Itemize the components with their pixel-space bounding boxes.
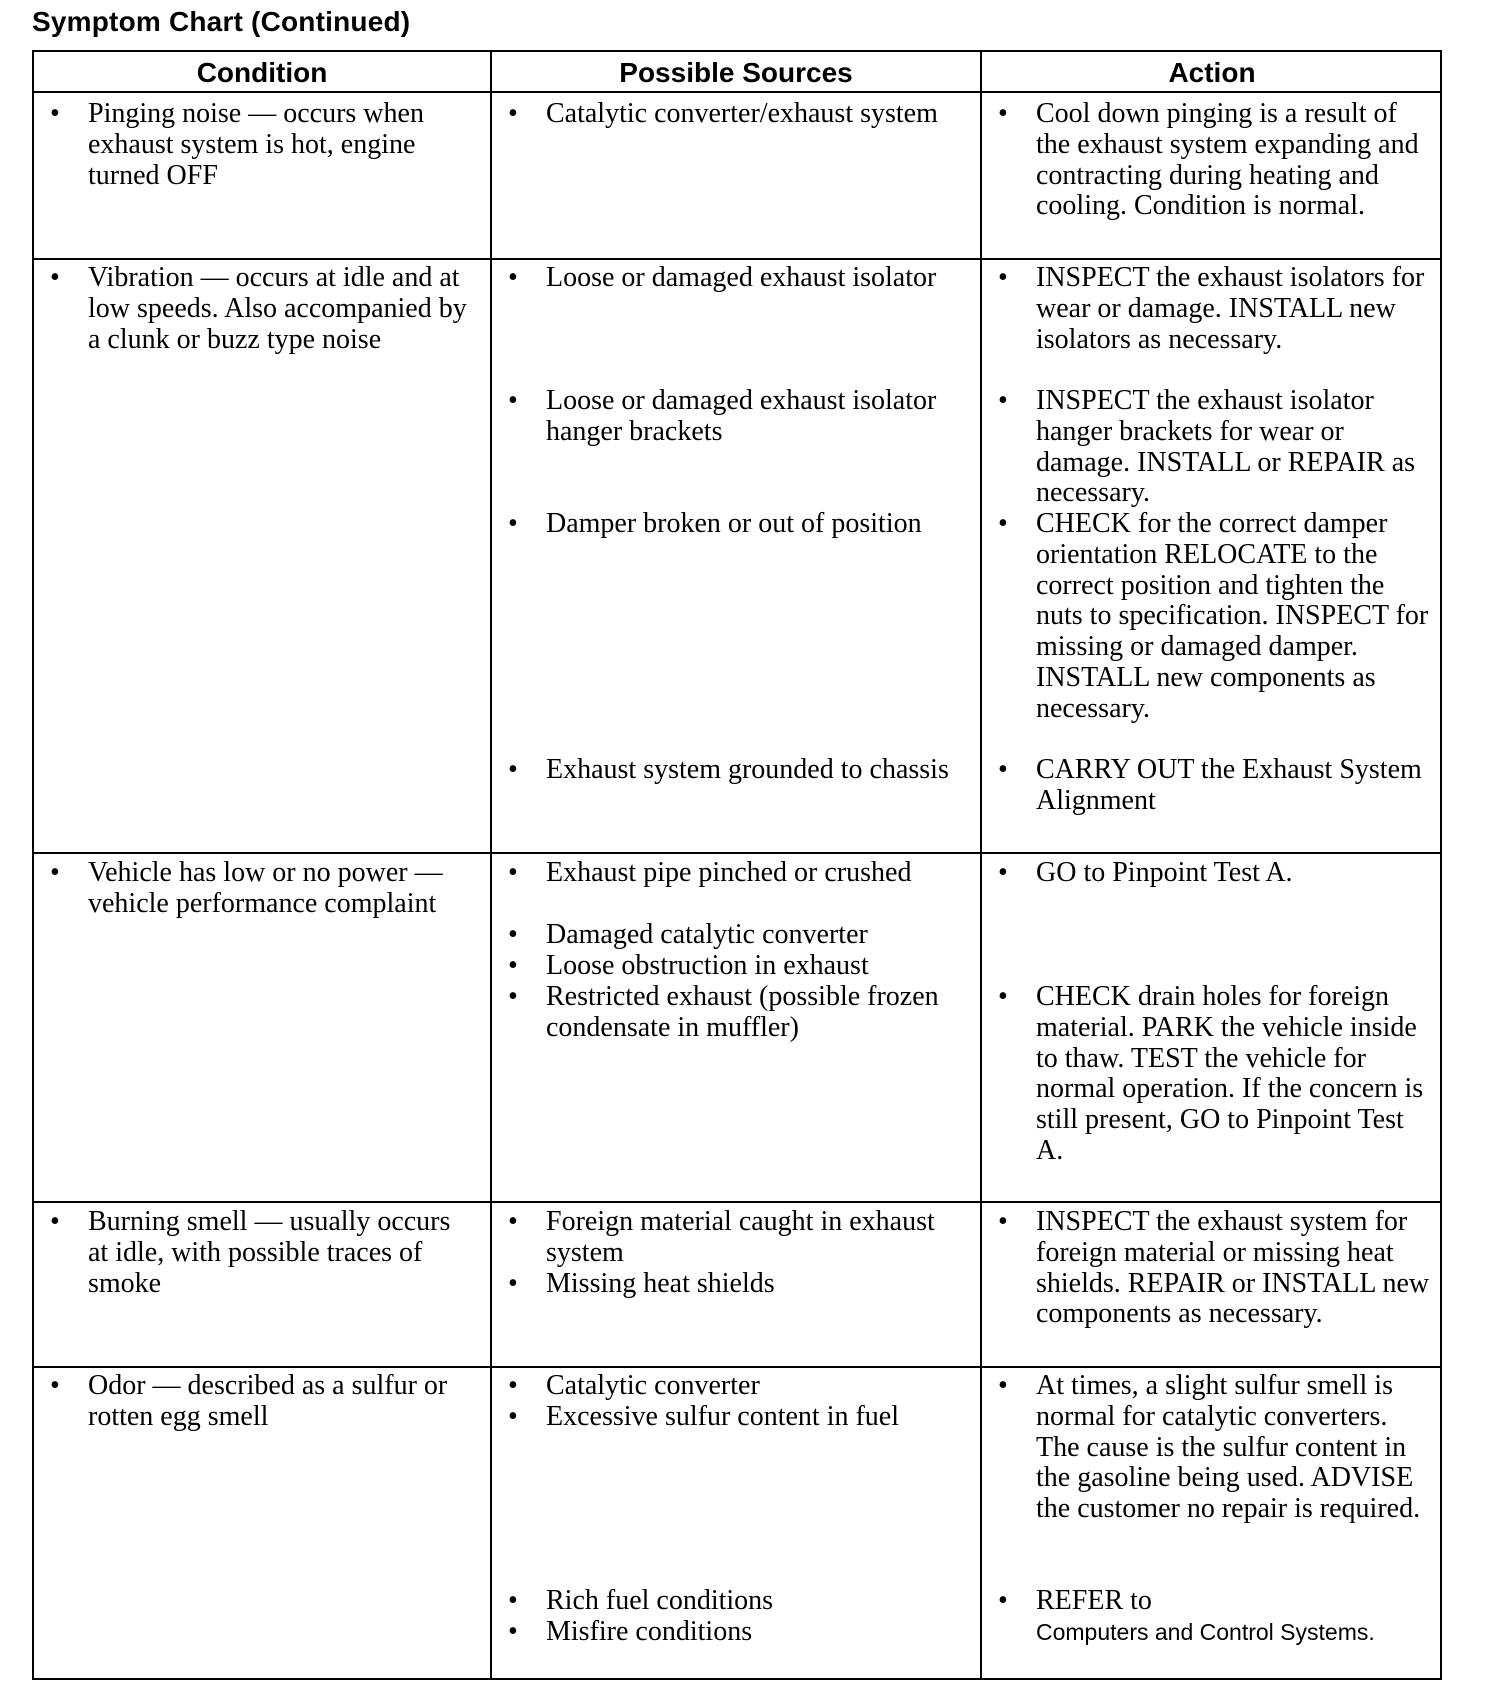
source-text: Catalytic converter: [546, 1370, 760, 1401]
action-item: [998, 857, 1436, 889]
source-text: Exhaust pipe pinched or crushed: [546, 857, 912, 888]
source-text: Excessive sulfur content in fuel: [546, 1401, 900, 1432]
condition-cell: [50, 857, 473, 920]
action-item: [998, 1370, 1436, 1525]
bullet: •: [50, 857, 60, 888]
source-item: [508, 262, 966, 294]
action-text: Cool down pinging is a result of the exhaust system expanding and contracting during heating and cooling. Condition is normal.: [1036, 98, 1419, 222]
action-text: INSPECT the exhaust isolator hanger brackets for wear or damage. INSTALL or REPAIR as necessary.: [1036, 385, 1416, 509]
source-text: Catalytic converter/exhaust system: [546, 98, 938, 129]
bullet: •: [508, 981, 518, 1012]
action-item: [998, 981, 1436, 1167]
source-item: [508, 1268, 966, 1300]
source-item: [508, 508, 966, 540]
bullet: •: [50, 98, 60, 129]
bullet: •: [508, 950, 518, 981]
source-item: [508, 1206, 966, 1269]
bullet: •: [508, 385, 518, 416]
source-text: Missing heat shields: [546, 1268, 775, 1299]
source-text: Misfire conditions: [546, 1616, 753, 1647]
source-text: Loose or damaged exhaust isolator hanger brackets: [546, 385, 937, 447]
source-text: Exhaust system grounded to chassis: [546, 754, 949, 785]
bullet: •: [998, 385, 1008, 416]
header-condition: Condition: [196, 57, 328, 88]
action-reference-text: Computers and Control Systems.: [1036, 1618, 1375, 1645]
page-title: Symptom Chart (Continued): [32, 6, 411, 37]
row-divider: [34, 1201, 1440, 1203]
source-item: [508, 98, 966, 130]
source-text: Damaged catalytic converter: [546, 919, 868, 950]
condition-cell: [50, 262, 473, 355]
action-text: CHECK drain holes for foreign material. PARK the vehicle inside to thaw. TEST the vehicle for normal operation. If the concern is still present, GO to Pinpoint Test A.: [1036, 981, 1424, 1166]
row-divider: [34, 1366, 1440, 1368]
bullet: •: [998, 981, 1008, 1012]
bullet: •: [508, 857, 518, 888]
condition-text: Odor — described as a sulfur or rotten egg smell: [88, 1370, 448, 1432]
action-item: [998, 1206, 1436, 1330]
header-action: Action: [1168, 57, 1256, 88]
bullet: •: [508, 754, 518, 785]
action-text: INSPECT the exhaust isolators for wear or damage. INSTALL new isolators as necessary.: [1036, 262, 1425, 355]
source-text: Loose or damaged exhaust isolator: [546, 262, 937, 293]
bullet: •: [508, 1370, 518, 1401]
bullet: •: [998, 98, 1008, 129]
bullet: •: [508, 1268, 518, 1299]
source-item: [508, 1370, 966, 1402]
source-item: [508, 981, 966, 1044]
source-item: [508, 1585, 966, 1617]
bullet: •: [998, 1206, 1008, 1237]
symptom-chart-table: [32, 50, 1442, 1680]
source-item: [508, 1616, 966, 1648]
header-possible-sources: Possible Sources: [619, 57, 853, 88]
condition-cell: [50, 98, 473, 191]
source-text: Restricted exhaust (possible frozen condensate in muffler): [546, 981, 939, 1043]
condition-cell: [50, 1370, 473, 1433]
condition-text: Vibration — occurs at idle and at low speeds. Also accompanied by a clunk or buzz type noise: [88, 262, 467, 355]
action-item: [998, 385, 1436, 509]
source-item: [508, 385, 966, 448]
source-text: Loose obstruction in exhaust: [546, 950, 869, 981]
column-divider: [490, 52, 492, 1678]
action-item: [998, 754, 1436, 817]
column-divider: [980, 52, 982, 1678]
condition-text: Burning smell — usually occurs at idle, with possible traces of smoke: [88, 1206, 451, 1299]
bullet: •: [998, 857, 1008, 888]
bullet: •: [50, 1370, 60, 1401]
bullet: •: [998, 754, 1008, 785]
bullet: •: [508, 1585, 518, 1616]
bullet: •: [508, 98, 518, 129]
action-text: GO to Pinpoint Test A.: [1036, 857, 1293, 888]
action-text: CARRY OUT the Exhaust System Alignment: [1036, 754, 1422, 816]
bullet: •: [998, 262, 1008, 293]
source-item: [508, 950, 966, 982]
action-text: At times, a slight sulfur smell is normal for catalytic converters. The cause is the sulfur content in the gasoline being used. ADVISE the customer no repair is required.: [1036, 1370, 1421, 1525]
condition-cell: [50, 1206, 473, 1299]
action-text: INSPECT the exhaust system for foreign material or missing heat shields. REPAIR or INSTALL new components as necessary.: [1036, 1206, 1430, 1330]
bullet: •: [50, 262, 60, 293]
condition-text: Pinging noise — occurs when exhaust system is hot, engine turned OFF: [88, 98, 424, 191]
source-item: [508, 919, 966, 951]
source-item: [508, 1401, 966, 1433]
action-item: [998, 1585, 1436, 1648]
action-text: CHECK for the correct damper orientation RELOCATE to the correct position and tighten the nuts to specification. INSPECT for missing or damaged damper. INSTALL new components as necessary.: [1036, 508, 1429, 724]
row-divider: [34, 258, 1440, 260]
bullet: •: [508, 262, 518, 293]
source-item: [508, 857, 966, 889]
action-text: REFER to: [1036, 1585, 1152, 1616]
source-text: Rich fuel conditions: [546, 1585, 774, 1616]
header-divider: [34, 91, 1440, 93]
source-text: Damper broken or out of position: [546, 508, 922, 539]
bullet: •: [508, 919, 518, 950]
row-divider: [34, 852, 1440, 854]
bullet: •: [508, 1616, 518, 1647]
bullet: •: [998, 1370, 1008, 1401]
action-item: [998, 262, 1436, 355]
source-text: Foreign material caught in exhaust system: [546, 1206, 935, 1268]
bullet: •: [998, 1585, 1008, 1616]
bullet: •: [508, 1206, 518, 1237]
action-item: [998, 98, 1436, 222]
condition-text: Vehicle has low or no power — vehicle performance complaint: [88, 857, 443, 919]
source-item: [508, 754, 966, 786]
bullet: •: [998, 508, 1008, 539]
bullet: •: [50, 1206, 60, 1237]
bullet: •: [508, 1401, 518, 1432]
action-item: [998, 508, 1436, 725]
bullet: •: [508, 508, 518, 539]
